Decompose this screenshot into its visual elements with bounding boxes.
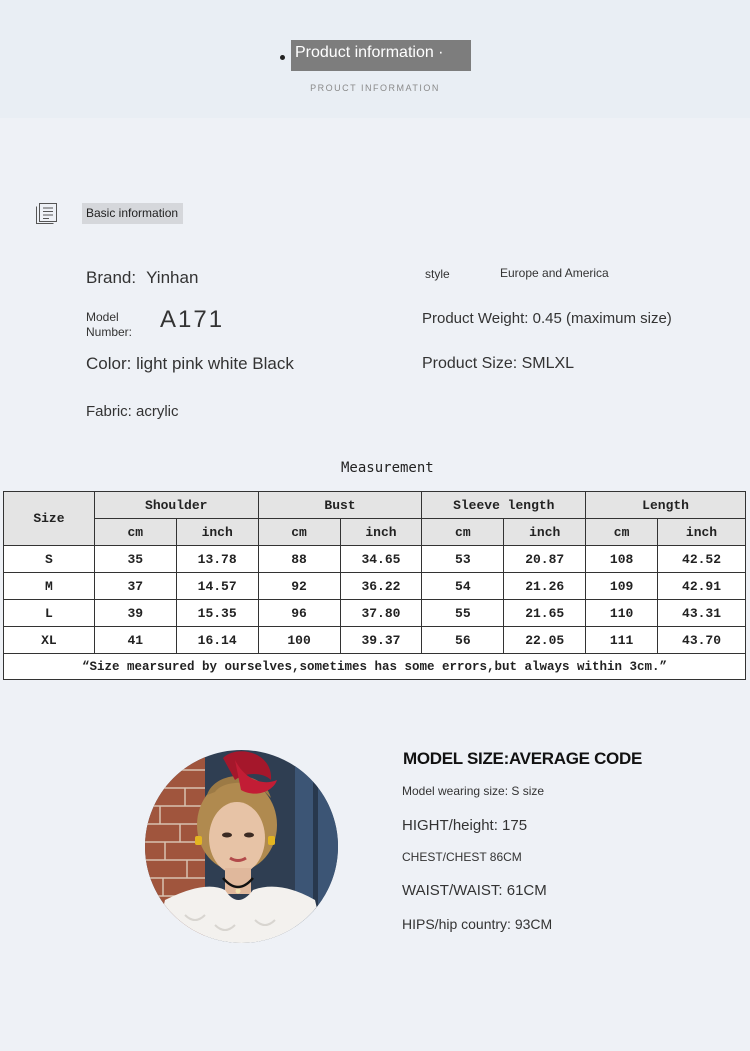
brand-value: Yinhan: [146, 268, 199, 287]
table-cell: 42.91: [658, 573, 746, 600]
unit-header: inch: [176, 519, 258, 546]
table-cell: 16.14: [176, 627, 258, 654]
style-value: Europe and America: [500, 266, 609, 280]
table-cell: 108: [586, 546, 658, 573]
table-cell: 39: [94, 600, 176, 627]
unit-header: inch: [504, 519, 586, 546]
table-cell: 110: [586, 600, 658, 627]
table-cell: 42.52: [658, 546, 746, 573]
model-photo: [145, 750, 338, 943]
table-cell: 21.26: [504, 573, 586, 600]
table-cell: 88: [258, 546, 340, 573]
model-height: HIGHT/height: 175: [402, 817, 528, 834]
table-cell: 37: [94, 573, 176, 600]
unit-header: inch: [658, 519, 746, 546]
table-cell: 111: [586, 627, 658, 654]
table-cell: 39.37: [340, 627, 422, 654]
unit-header: cm: [258, 519, 340, 546]
table-cell: 36.22: [340, 573, 422, 600]
model-hips: HIPS/hip country: 93CM: [402, 916, 553, 932]
document-icon: [35, 203, 59, 224]
product-color: Color: light pink white Black: [86, 354, 294, 373]
section-label: Basic information: [82, 203, 183, 224]
group-header-length: Length: [586, 492, 746, 519]
table-cell: 53: [422, 546, 504, 573]
unit-header: cm: [94, 519, 176, 546]
model-chest: CHEST/CHEST 86CM: [402, 850, 522, 864]
table-cell: 34.65: [340, 546, 422, 573]
table-row: [4, 573, 746, 600]
table-cell: 15.35: [176, 600, 258, 627]
table-cell: 100: [258, 627, 340, 654]
measurement-title: Measurement: [341, 460, 434, 476]
size-note: “Size mearsured by ourselves,sometimes has some errors,but always within 3cm.”: [4, 654, 746, 680]
size-cell: XL: [4, 627, 95, 654]
unit-header: cm: [422, 519, 504, 546]
header-band: [0, 0, 750, 118]
group-header-bust: Bust: [258, 492, 422, 519]
product-fabric: Fabric: acrylic: [86, 403, 179, 420]
table-cell: 43.70: [658, 627, 746, 654]
table-cell: 96: [258, 600, 340, 627]
product-size: Product Size: SMLXL: [422, 355, 575, 372]
unit-header: cm: [586, 519, 658, 546]
group-header-shoulder: Shoulder: [94, 492, 258, 519]
model-number-value: A171: [160, 306, 225, 333]
model-wearing-size: Model wearing size: S size: [402, 784, 545, 798]
model-size-title: MODEL SIZE:AVERAGE CODE: [403, 749, 642, 768]
style-label: style: [425, 267, 450, 281]
table-cell: 14.57: [176, 573, 258, 600]
table-row: [4, 546, 746, 573]
table-cell: 109: [586, 573, 658, 600]
table-cell: 22.05: [504, 627, 586, 654]
table-row: [4, 600, 746, 627]
page-title: Product information ·: [291, 40, 471, 71]
table-cell: 20.87: [504, 546, 586, 573]
group-header-sleeve: Sleeve length: [422, 492, 586, 519]
table-cell: 92: [258, 573, 340, 600]
unit-header: inch: [340, 519, 422, 546]
bullet-dot: [280, 55, 285, 60]
size-cell: L: [4, 600, 95, 627]
size-cell: S: [4, 546, 95, 573]
table-cell: 21.65: [504, 600, 586, 627]
table-cell: 35: [94, 546, 176, 573]
table-cell: 56: [422, 627, 504, 654]
table-row: [4, 627, 746, 654]
size-cell: M: [4, 573, 95, 600]
brand-row: [86, 268, 198, 288]
table-cell: 43.31: [658, 600, 746, 627]
table-cell: 37.80: [340, 600, 422, 627]
model-number-label: Model Number:: [86, 310, 133, 339]
model-waist: WAIST/WAIST: 61CM: [402, 882, 547, 899]
table-cell: 41: [94, 627, 176, 654]
size-header: Size: [4, 492, 95, 546]
brand-label: Brand:: [86, 268, 137, 287]
table-cell: 13.78: [176, 546, 258, 573]
size-table: [3, 491, 746, 680]
table-cell: 55: [422, 600, 504, 627]
product-weight: Product Weight: 0.45 (maximum size): [422, 310, 672, 327]
table-cell: 54: [422, 573, 504, 600]
page-subtitle: PROUCT INFORMATION: [310, 83, 440, 93]
